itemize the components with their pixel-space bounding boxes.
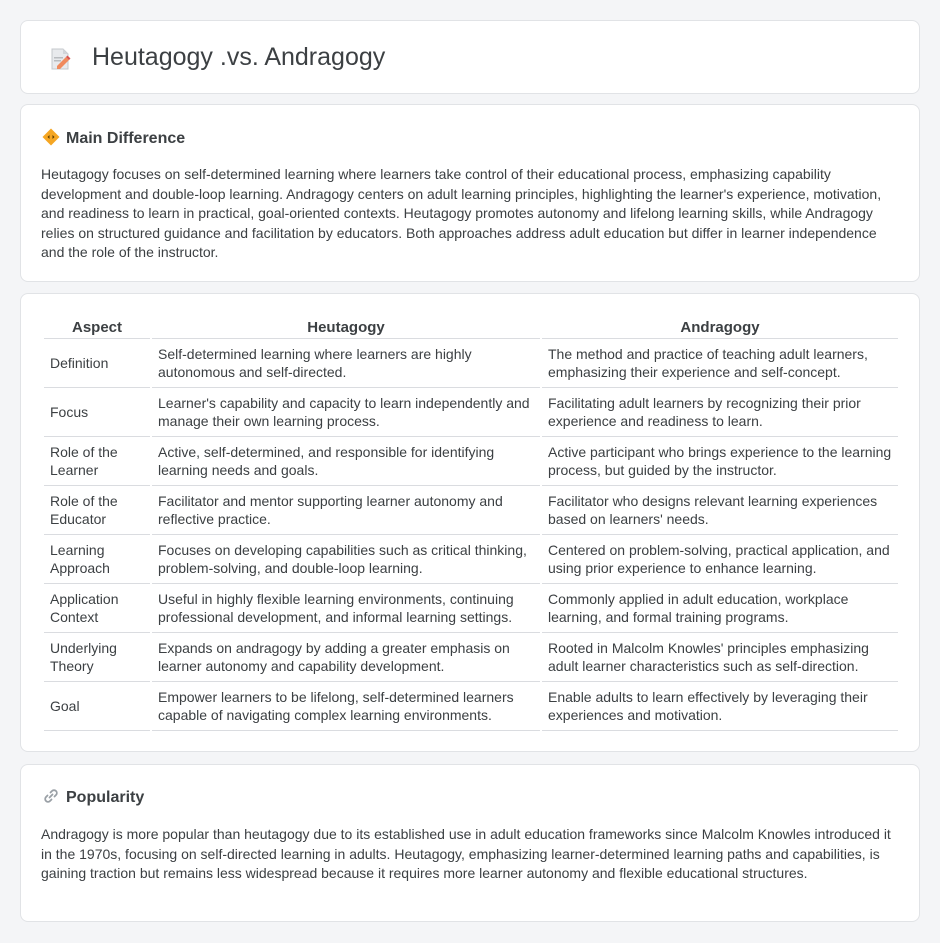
table-row [44, 682, 898, 731]
table-row [44, 437, 898, 486]
column-header-heutagogy: Heutagogy [152, 313, 540, 339]
aspect-cell: Role of the Educator [44, 486, 150, 535]
main-difference-heading [42, 128, 185, 148]
main-difference-text: Heutagogy focuses on self-determined learning where learners take control of their educational process, emphasizing capability development and double-loop learning. Andragogy centers on adult learning principles, highlighting the learner's experience, motivation, and readiness to learn in practical, goal-oriented contexts. Heutagogy promotes autonomy and lifelong learning skills, while Andragogy relies on structured guidance and facilitation by educators. Both approaches address adult education but differ in learner independence and the role of the instructor. [41, 166, 882, 261]
andragogy-cell: Active participant who brings experience to the learning process, but guided by the instructor. [542, 437, 898, 486]
table-row [44, 535, 898, 584]
table-row [44, 339, 898, 388]
aspect-cell: Application Context [44, 584, 150, 633]
column-header-aspect: Aspect [44, 313, 150, 339]
table-row [44, 486, 898, 535]
heutagogy-cell: Learner's capability and capacity to learn independently and manage their own learning process. [152, 388, 540, 437]
page-title: Heutagogy .vs. Andragogy [92, 43, 386, 71]
popularity-text: Andragogy is more popular than heutagogy due to its established use in adult education frameworks since Malcolm Knowles introduced it in the 1970s, focusing on self-directed learning in adults. Heutagogy, emphasizing learner-determined learning paths and capabilities, is gaining traction but remains less widespread because it requires more learner autonomy and flexible educational structures. [41, 826, 891, 882]
column-header-andragogy: Andragogy [542, 313, 898, 339]
popularity-card [20, 764, 920, 922]
heutagogy-cell: Focuses on developing capabilities such as critical thinking, problem-solving, and double-loop learning. [152, 535, 540, 584]
header-card [20, 20, 920, 94]
andragogy-cell: Facilitator who designs relevant learning experiences based on learners' needs. [542, 486, 898, 535]
link-icon [42, 787, 60, 805]
andragogy-cell: Facilitating adult learners by recognizing their prior experience and readiness to learn. [542, 388, 898, 437]
table-row [44, 633, 898, 682]
heutagogy-cell: Expands on andragogy by adding a greater emphasis on learner autonomy and capability development. [152, 633, 540, 682]
andragogy-cell: Centered on problem-solving, practical application, and using prior experience to enhance learning. [542, 535, 898, 584]
aspect-cell: Definition [44, 339, 150, 388]
comparison-card [20, 293, 920, 752]
table-header-row [44, 313, 898, 339]
aspect-cell: Learning Approach [44, 535, 150, 584]
andragogy-cell: Rooted in Malcolm Knowles' principles emphasizing adult learner characteristics such as self-direction. [542, 633, 898, 682]
document-edit-icon [47, 46, 73, 72]
popularity-heading [42, 787, 144, 807]
aspect-cell: Role of the Learner [44, 437, 150, 486]
heutagogy-cell: Facilitator and mentor supporting learner autonomy and reflective practice. [152, 486, 540, 535]
table-row [44, 388, 898, 437]
table-row [44, 584, 898, 633]
aspect-cell: Focus [44, 388, 150, 437]
andragogy-cell: Enable adults to learn effectively by leveraging their experiences and motivation. [542, 682, 898, 731]
diamond-arrows-icon [42, 128, 60, 146]
popularity-title: Popularity [66, 789, 145, 806]
heutagogy-cell: Useful in highly flexible learning environments, continuing professional development, and informal learning settings. [152, 584, 540, 633]
main-difference-title: Main Difference [66, 130, 186, 147]
heutagogy-cell: Empower learners to be lifelong, self-determined learners capable of navigating complex learning environments. [152, 682, 540, 731]
main-difference-card [20, 104, 920, 282]
comparison-table [42, 313, 900, 731]
aspect-cell: Goal [44, 682, 150, 731]
heutagogy-cell: Self-determined learning where learners are highly autonomous and self-directed. [152, 339, 540, 388]
aspect-cell: Underlying Theory [44, 633, 150, 682]
heutagogy-cell: Active, self-determined, and responsible for identifying learning needs and goals. [152, 437, 540, 486]
andragogy-cell: Commonly applied in adult education, workplace learning, and formal training programs. [542, 584, 898, 633]
andragogy-cell: The method and practice of teaching adult learners, emphasizing their experience and self-concept. [542, 339, 898, 388]
